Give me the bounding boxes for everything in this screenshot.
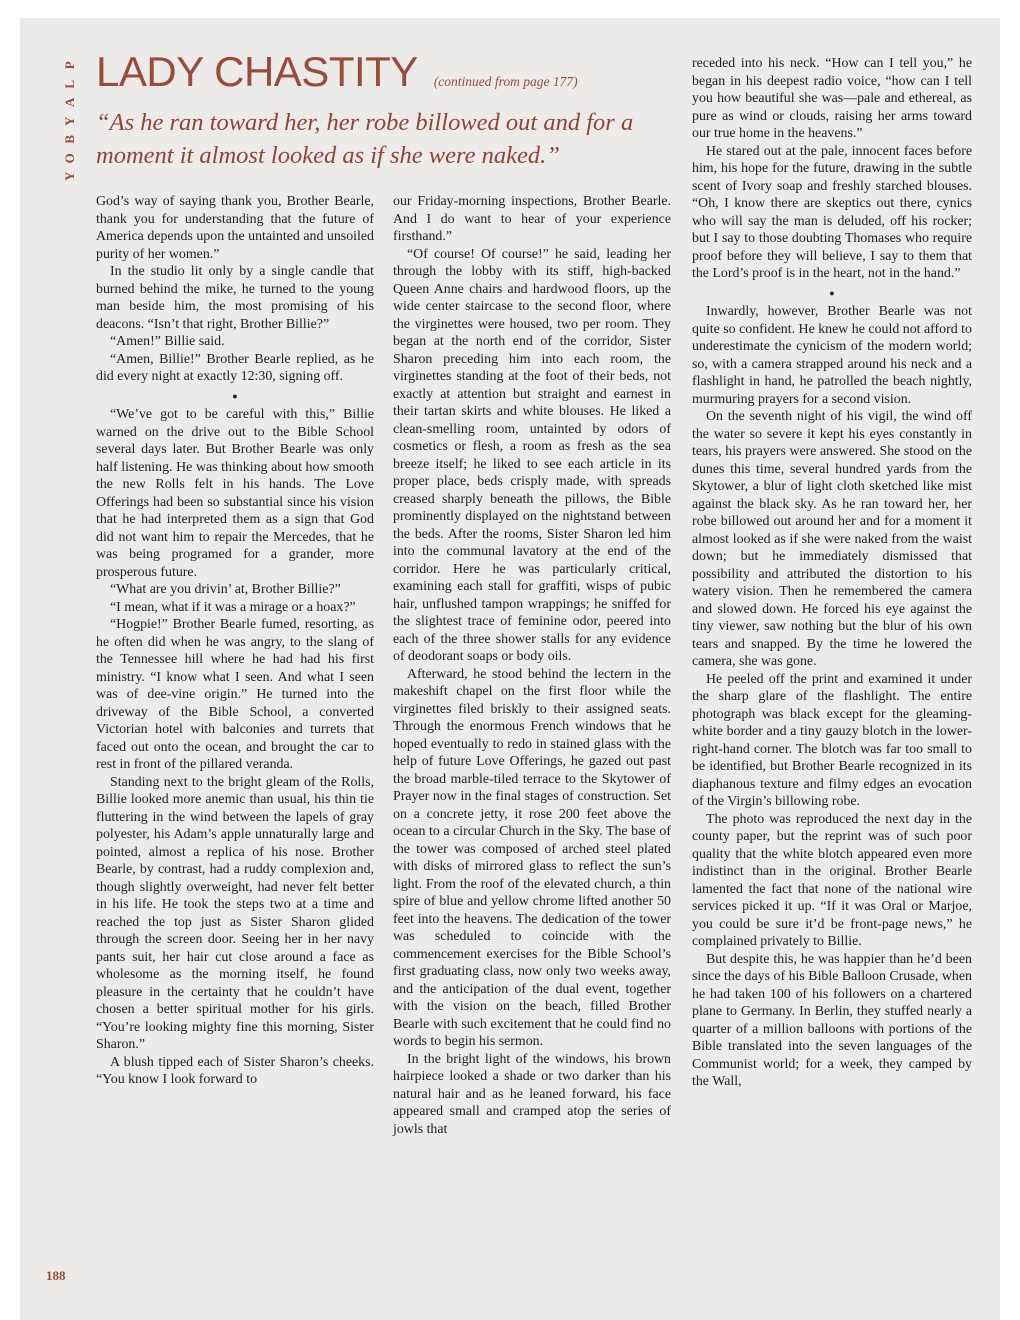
magazine-letter: B xyxy=(61,134,77,144)
paragraph: In the bright light of the windows, his brown hairpiece looked a shade or two darker than his natural hair and as he leaned forward, his face appeared small and cramped atop the series of jowls that xyxy=(393,1051,671,1137)
section-break-bullet: ● xyxy=(829,287,835,298)
paragraph: He peeled off the print and examined it under the sharp glare of the flashlight. The entire photograph was black except for the gleaming-white border and a tiny gauzy blotch in the lower-right-hand corner. The blotch was far too small to be identified, but Brother Bearle recognized in its diaphanous texture and filmy edges an evocation of the Virgin’s billowing robe. xyxy=(692,671,972,809)
paragraph: God’s way of saying thank you, Brother Bearle, thank you for understanding that the future of America depends upon the untainted and unsoiled purity of her women.” xyxy=(96,194,374,262)
paragraph: “What are you drivin’ at, Brother Billie?” xyxy=(110,582,341,597)
text-column-2 xyxy=(393,193,671,1138)
magazine-letter: L xyxy=(61,79,77,89)
continued-note: (continued from page 177) xyxy=(433,74,578,89)
paragraph: “We’ve got to be careful with this,” Billie warned on the drive out to the Bible School several days later. But Brother Bearle was only half listening. He was thinking about how smooth the new Rolls felt in his hands. The Love Offerings had been so substantial since his vision that he had interpreted them as a sign that God did not want him to repair the Mercedes, that he was being programed for a grander, more prosperous future. xyxy=(96,407,374,580)
magazine-letter: A xyxy=(61,97,77,107)
article-title: LADY CHASTITY xyxy=(96,48,418,95)
paragraph: But despite this, he was happier than he’d been since the days of his Bible Balloon Crusade, when he had taken 100 of his followers on a chartered plane to Germany. In Berlin, they stuffed nearly a quarter of a million balloons with portions of the Bible translated into the seven languages of the Communist world; for a week, they camped by the Wall, xyxy=(692,951,972,1089)
paragraph: Afterward, he stood behind the lectern in the makeshift chapel on the first floor while the virginettes filed briskly to their assigned seats. Through the enormous French windows that he hoped eventually to redo in stained glass with the help of future Love Offerings, he gazed out past the broad marble-tiled terrace to the Skytower of Prayer now in the final stages of construction. Set on a concrete jetty, it rose 200 feet above the ocean to a circular Church in the Sky. The base of the tower was composed of arched steel plated with disks of mirrored glass to reflect the sun’s light. From the roof of the elevated church, a thin spire of blue and yellow chrome lifted another 50 feet into the heavens. The dedication of the tower was scheduled to coincide with the commencement exercises for the Bible School’s first graduating class, now only two weeks away, and the anticipation of the dual event, together with the vision on the beach, filled Brother Bearle with such excitement that he could find no words to begin his sermon. xyxy=(393,666,671,1049)
paragraph: He stared out at the pale, innocent faces before him, his hope for the future, drawing in the subtle scent of Ivory soap and freshly starched blouses. “Oh, I know there are skeptics out there, cynics who will say the man is deluded, off his rocker; but I say to those doubting Thomases who require proof before they will believe, I say to them that the Lord’s proof is in the heart, not in the hand.” xyxy=(692,143,972,281)
paragraph: The photo was reproduced the next day in the county paper, but the reprint was of such poor quality that the white blotch appeared even more indistinct than in the original. Brother Bearle lamented the fact that none of the national wire services picked it up. “If it was Oral or Marjoe, you could be sure it’d be front-page news,” he complained privately to Billie. xyxy=(692,811,972,949)
magazine-letter: Y xyxy=(61,171,77,181)
paragraph: “Hogpie!” Brother Bearle fumed, resorting, as he often did when he was angry, to the slang of the Tennessee hill where he had had his first ministry. “I know what I seen. And what I seen was of dee-vine origin.” He turned into the driveway of the Bible School, a converted Victorian hotel with balconies and turrets that faced out onto the ocean, and brought the car to rest in front of the pillared veranda. xyxy=(96,617,374,772)
paragraph: “I mean, what if it was a mirage or a hoax?” xyxy=(110,599,356,615)
magazine-page xyxy=(20,18,1000,1320)
paragraph: “Amen, Billie!” Brother Bearle replied, as he did every night at exactly 12:30, signing off. xyxy=(96,351,374,384)
paragraph: In the studio lit only by a single candle that burned behind the mike, he turned to the young man beside him, the most promising of his deacons. “Isn’t that right, Brother Billie?” xyxy=(96,264,374,332)
paragraph: A blush tipped each of Sister Sharon’s cheeks. “You know I look forward to xyxy=(96,1054,374,1087)
paragraph: receded into his neck. “How can I tell you,” he began in his deepest radio voice, “how can I tell you how beautiful she was—pale and ethereal, as pure as wind or clouds, raising her arms toward our true home in the heavens.” xyxy=(692,56,972,141)
paragraph: “Amen!” Billie said. xyxy=(110,334,225,349)
section-break-bullet: ● xyxy=(232,390,238,401)
title-row xyxy=(96,48,676,96)
paragraph: On the seventh night of his vigil, the wind off the water so severe it kept his eyes constantly in tears, his prayers were answered. She stood on the dunes this time, several hundred yards from the Skytower, a blur of light cloth sketched like mist against the black sky. As he ran toward her, her robe billowed out around her and for a moment it almost looked as if she were naked from the waist down; but he immediately dismissed that possibility and attributed the distortion to his watery vision. Then he remembered the camera and slowed down. He forced his eye against the tiny viewer, saw nothing but the blur of his own tears and snapped. By the time he lowered the camera, she was gone. xyxy=(692,409,972,669)
paragraph: Standing next to the bright gleam of the Rolls, Billie looked more anemic than usual, his thin tie fluttering in the wind between the lapels of gray polyester, his Adam’s apple unnaturally large and pointed, almost a replica of his nose. Brother Bearle, by contrast, had a ruddy complexion and, though slightly overweight, had never felt better in his life. He took the steps two at a time and reached the top just as Sister Sharon glided through the screen door. Seeing her in her navy pants suit, her hair cut close around a face as wholesome as the morning itself, he found pleasure in the certainty that he couldn’t have chosen a better spiritual mother for his girls. “You’re looking mighty fine this morning, Sister Sharon.” xyxy=(96,774,374,1052)
magazine-name-vertical xyxy=(62,56,78,186)
magazine-letter: P xyxy=(61,61,77,70)
magazine-letter: O xyxy=(61,152,77,163)
paragraph: “Of course! Of course!” he said, leading her through the lobby with its stiff, high-backed Queen Anne chairs and hardwood floors, up the wide center staircase to the second floor, where the virginettes were housed, two per room. They began at the north end of the corridor, Sister Sharon preceding him into each room, the virginettes standing at the foot of their beds, not exactly at attention but straight and earnest in their tartan skirts and white blouses. He liked a clean-smelling room, untainted by odors of cosmetics or flesh, a room as fresh as the sea breeze itself; he liked to see each article in its proper place, beds crisply made, with spreads creased sharply beneath the pillows, the Bible prominently displayed on the nightstand between the beds. After the rooms, Sister Sharon led him into the communal lavatory at the end of the corridor. Here he was particularly critical, examining each stall for graffiti, wisps of pubic hair, unflushed tampon wrappings; he sniffed for the slightest trace of feminine odor, peered into each of the three shower stalls for any evidence of deodorant soaps or body oils. xyxy=(393,246,671,664)
page-number: 188 xyxy=(46,1268,66,1283)
text-column-3 xyxy=(692,55,972,1091)
paragraph: Inwardly, however, Brother Bearle was not quite so confident. He knew he could not afford to underestimate the cynicism of the modern world; so, with a camera strapped around his neck and a flashlight in hand, he patrolled the beach nightly, murmuring prayers for a second vision. xyxy=(692,304,972,407)
pull-quote: “As he ran toward her, her robe billowed out and for a moment it almost looked as if she were naked.” xyxy=(96,109,634,169)
text-column-1 xyxy=(96,193,374,1089)
magazine-letter: Y xyxy=(61,116,77,126)
paragraph: our Friday-morning inspections, Brother Bearle. And I do want to hear of your experience firsthand.” xyxy=(393,194,671,244)
